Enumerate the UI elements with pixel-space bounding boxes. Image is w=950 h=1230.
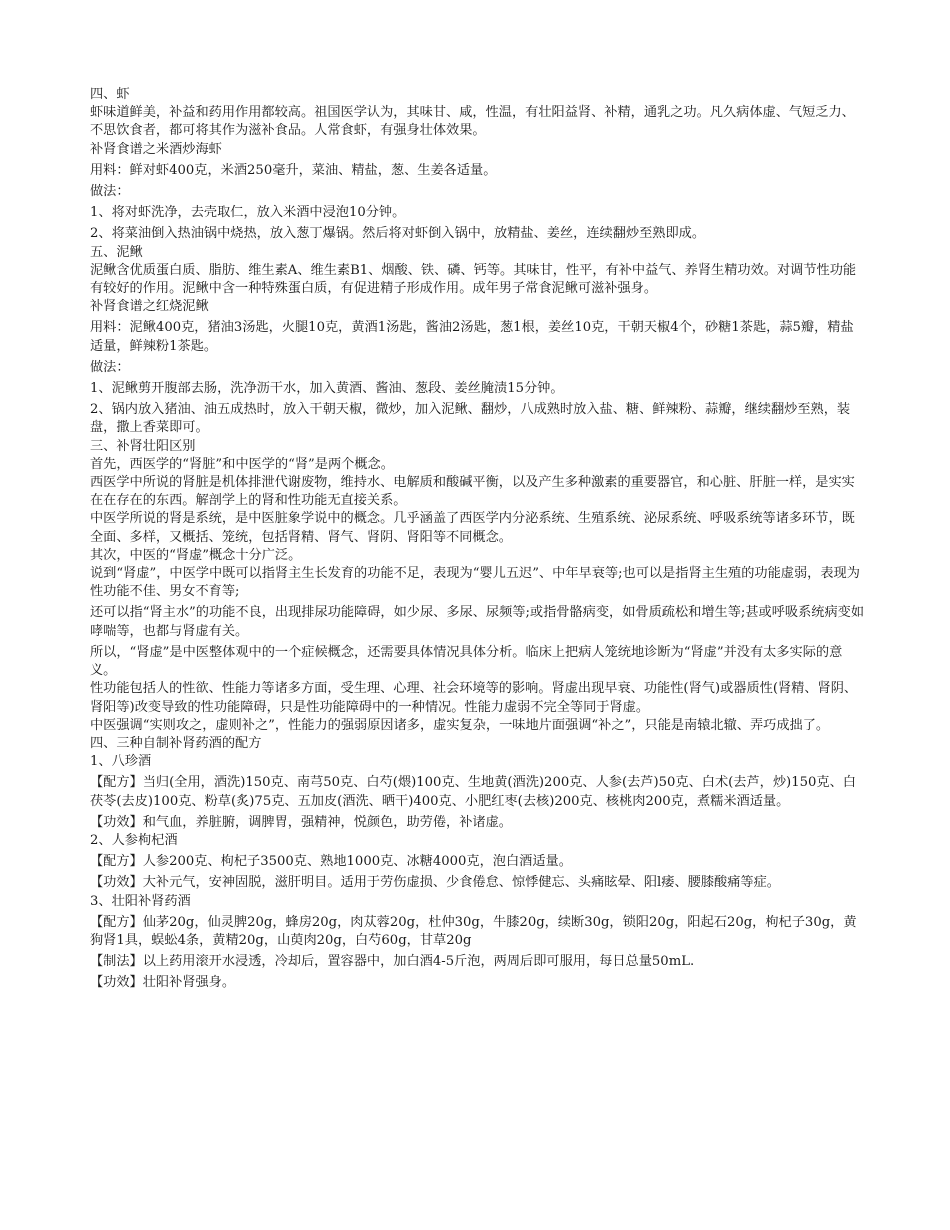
document-body	[90, 86, 865, 993]
formula-line: 【配方】仙茅20g，仙灵脾20g，蜂房20g，肉苁蓉20g，杜仲30g，牛膝20g，续断30g，锁阳20g，阳起石20g，枸杞子30g，黄狗肾1具，蜈蚣4条，黄精20g，山萸肉20g，白芍60g，甘草20g	[90, 914, 857, 948]
subheading: 2、人参枸杞酒	[90, 832, 178, 848]
recipe-title: 补肾食谱之米酒炒海虾	[90, 141, 222, 157]
step-line: 1、泥鳅剪开腹部去肠，洗净沥干水，加入黄酒、酱油、葱段、姜丝腌渍15分钟。	[90, 381, 564, 397]
paragraph: 中医学所说的肾是系统，是中医脏象学说中的概念。几乎涵盖了西医学内分泌系统、生殖系统、泌尿系统、呼吸系统等诸多环节，既全面、多样，又概括、笼统，包括肾精、肾气、肾阴、肾阳等不同概念。	[90, 511, 855, 545]
method-label: 做法：	[90, 184, 130, 200]
section-heading-difference: 三、补肾壮阳区别	[90, 438, 196, 454]
subheading: 3、壮阳补肾药酒	[90, 893, 191, 909]
recipe-title: 补肾食谱之红烧泥鳅	[90, 299, 209, 315]
paragraph: 所以，“肾虚”是中医整体观中的一个症候概念，还需要具体情况具体分析。临床上把病人笼统地诊断为“肾虚”并没有太多实际的意义。	[90, 644, 843, 679]
section-heading-shrimp: 四、虾	[90, 87, 130, 102]
formula-line: 【配方】人参200克、枸杞子3500克、熟地1000克、冰糖4000克，泡白酒适量。	[90, 854, 572, 870]
formula-line: 【配方】当归(全用，酒洗)150克、南芎50克、白芍(煨)100克、生地黄(酒洗)200克、人参(去芦)50克、白术(去芦，炒)150克、白茯苓(去皮)100克、粉草(炙)75克、五加皮(酒洗、晒干)400克、小肥红枣(去核)200克、核桃肉200克，煮糯米酒适量。	[90, 775, 856, 809]
effect-line: 【功效】和气血，养脏腑，调脾胃，强精神，悦颜色，助劳倦，补诸虚。	[90, 814, 512, 830]
effect-line: 【功效】壮阳补肾强身。	[90, 975, 236, 991]
preparation-line: 【制法】以上药用滚开水浸透，冷却后，置容器中，加白酒4-5斤泡，两周后即可服用，每日总量50mL.	[90, 954, 695, 970]
paragraph: 西医学中所说的肾脏是机体排泄代谢废物，维持水、电解质和酸碱平衡，以及产生多种激素的重要器官，和心脏、肝脏一样，是实实在在存在的东西。解剖学上的肾和性功能无直接关系。	[90, 475, 855, 509]
subheading: 1、八珍酒	[90, 754, 152, 770]
section-heading-loach: 五、泥鳅	[90, 244, 143, 260]
method-label: 做法：	[90, 359, 130, 375]
step-line: 2、锅内放入猪油、油五成热时，放入干朝天椒，微炒，加入泥鳅、翻炒，八成熟时放入盐、糖、鲜辣粉、蒜瓣，继续翻炒至熟，装盘，撒上香菜即可。	[90, 402, 851, 436]
ingredients-line: 用料：泥鳅400克，猪油3汤匙，火腿10克，黄酒1汤匙，酱油2汤匙，葱1根，姜丝10克，干朝天椒4个，砂糖1茶匙，蒜5瓣，精盐适量，鲜辣粉1茶匙。	[90, 320, 854, 354]
paragraph: 说到“肾虚”，中医学中既可以指肾主生长发育的功能不足，表现为“婴儿五迟”、中年早衰等;也可以是指肾主生殖的功能虚弱，表现为性功能不佳、男女不育等;	[90, 566, 860, 600]
paragraph: 首先，西医学的“肾脏”和中医学的“肾”是两个概念。	[90, 456, 394, 472]
paragraph: 性功能包括人的性欲、性能力等诸多方面，受生理、心理、社会环境等的影响。肾虚出现早衰、功能性(肾气)或器质性(肾精、肾阴、肾阳等)改变导致的性功能障碍，只是性功能障碍中的一种情况。性能力虚弱不完全等同于肾虚。	[90, 681, 858, 715]
step-line: 2、将菜油倒入热油锅中烧热，放入葱丁爆锅。然后将对虾倒入锅中，放精盐、姜丝，连续翻炒至熟即成。	[90, 226, 706, 242]
paragraph: 其次，中医的“肾虚”概念十分广泛。	[90, 547, 302, 563]
paragraph: 泥鳅含优质蛋白质、脂肪、维生素A、维生素B1、烟酸、铁、磷、钙等。其味甘，性平，有补中益气、养肾生精功效。对调节性功能有较好的作用。泥鳅中含一种特殊蛋白质，有促进精子形成作用。成年男子常食泥鳅可滋补强身。	[90, 262, 857, 297]
section-heading-wine: 四、三种自制补肾药酒的配方	[90, 735, 262, 751]
effect-line: 【功效】大补元气，安神固脱，滋肝明目。适用于劳伤虚损、少食倦怠、惊悸健忘、头痛眩晕、阳l痿、腰膝酸痛等症。	[90, 875, 780, 891]
ingredients-line: 用料：鲜对虾400克，米酒250毫升，菜油、精盐，葱、生姜各适量。	[90, 162, 497, 178]
step-line: 1、将对虾洗净，去壳取仁，放入米酒中浸泡10分钟。	[90, 205, 406, 221]
paragraph: 还可以指“肾主水”的功能不良，出现排尿功能障碍，如少尿、多尿、尿频等;或指骨骼病变，如骨质疏松和增生等;甚或呼吸系统病变如哮喘等，也都与肾虚有关。	[90, 605, 865, 639]
paragraph: 虾味道鲜美，补益和药用作用都较高。祖国医学认为，其味甘、咸，性温，有壮阳益肾、补精，通乳之功。凡久病体虚、气短乏力、不思饮食者，都可将其作为滋补食品。人常食虾，有强身壮体效果。	[90, 105, 855, 139]
paragraph: 中医强调“实则攻之，虚则补之”，性能力的强弱原因诸多，虚实复杂，一味地片面强调“补之”，只能是南辕北辙、弄巧成拙了。	[90, 717, 830, 733]
